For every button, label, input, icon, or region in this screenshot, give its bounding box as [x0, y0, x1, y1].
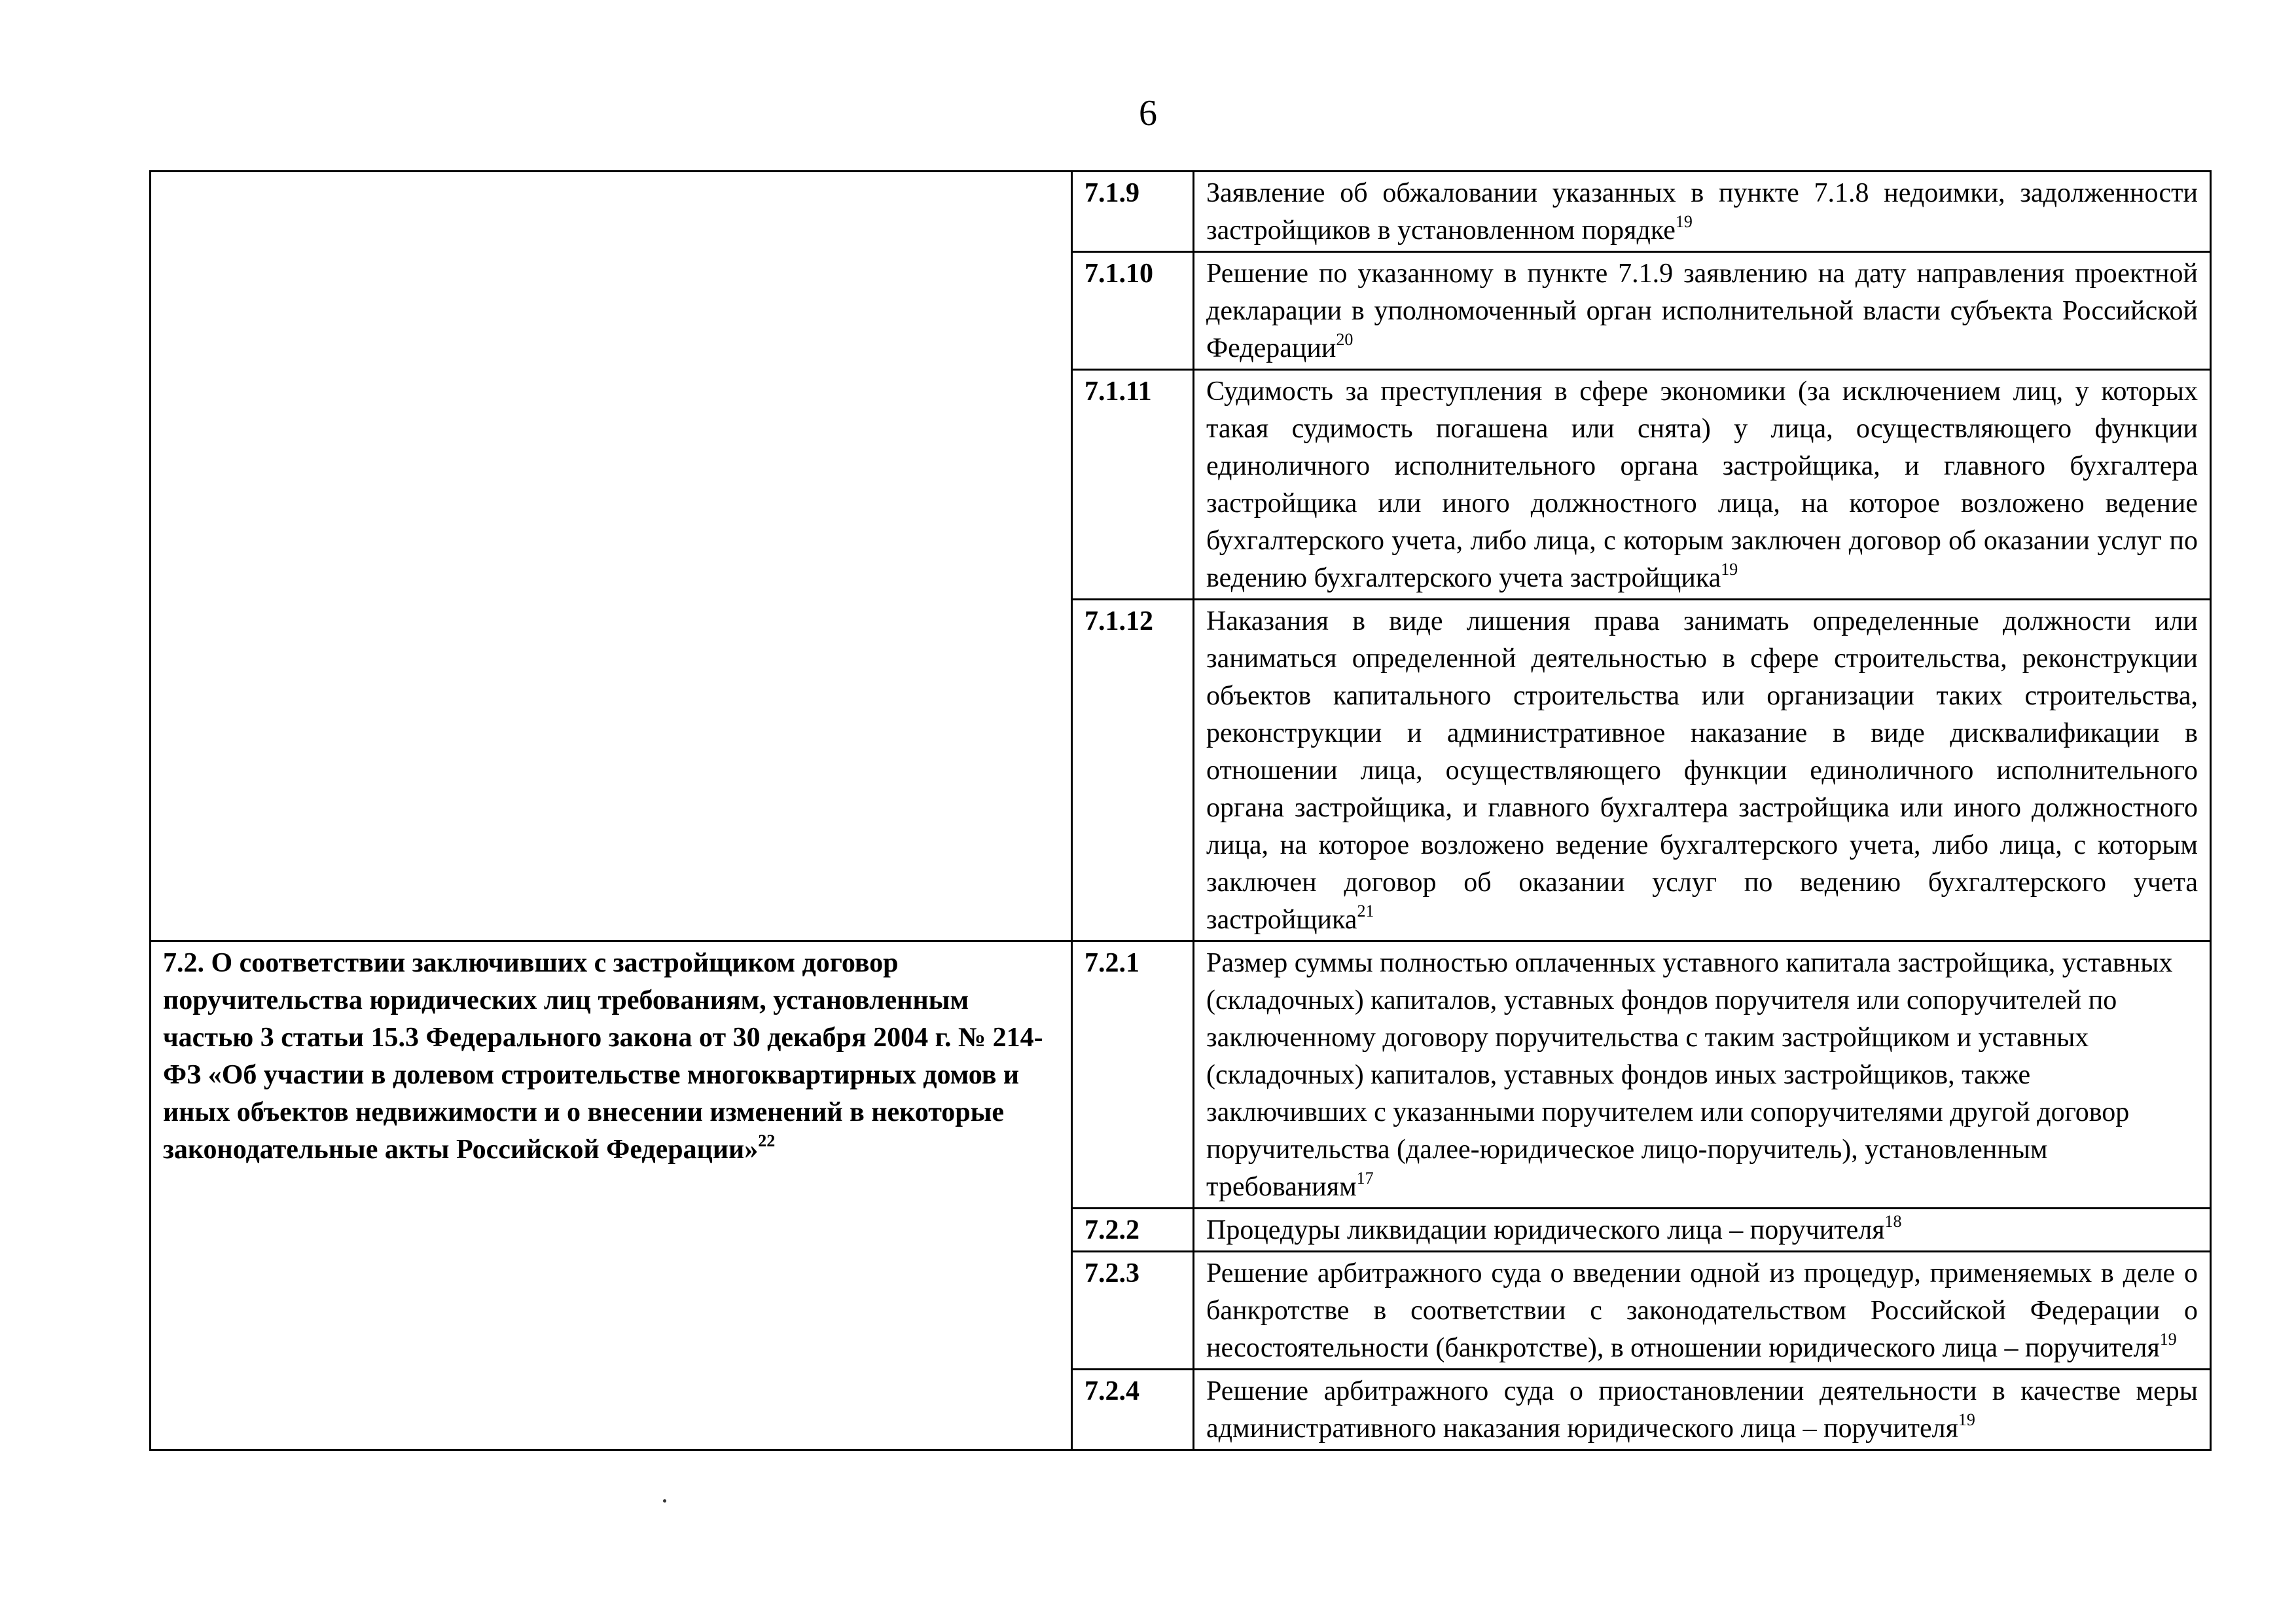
footnote-ref: 19: [1675, 212, 1693, 231]
footnote-ref: 17: [1356, 1169, 1374, 1188]
row-number: 7.1.10: [1072, 252, 1194, 370]
row-number: 7.1.9: [1072, 172, 1194, 252]
row-text: Наказания в виде лишения права занимать определенные должности или заниматься определенной деятельностью в сфере строительства, реконструкции объектов капитального строительства или организации таких строительства, реконструкции и административное наказание в виде дисквалификации в отношении лица, осуществляющего функции единоличного исполнительного органа застройщика, и главного бухгалтера застройщика или иного должностного лица, на которое возложено ведение бухгалтерского учета, либо лица, с которым заключен договор об оказании услуг по ведению бухгалтерского учета застройщика$^{21}$: [1194, 600, 2211, 941]
table-row: [151, 941, 2211, 1209]
footnote-ref: 20: [1336, 330, 1354, 349]
section-7-2-heading: 7.2. О соответствии заключивших с застройщиком договор поручительства юридических лиц требованиям, установленным частью 3 статьи 15.3 Федерального закона от 30 декабря 2004 г. № 214-ФЗ «Об участии в долевом строительстве многоквартирных домов и иных объектов недвижимости и о внесении изменений в некоторые законодательные акты Российской Федерации»$^{22}$: [151, 941, 1072, 1450]
row-text: Размер суммы полностью оплаченных уставного капитала застройщика, уставных (складочных) капиталов, уставных фондов поручителя или сопоручителей по заключенному договору поручительства с таким застройщиком и уставных (складочных) капиталов, уставных фондов иных застройщиков, также заключивших с указанными поручителем или сопоручителями другой договор поручительства (далее-юридическое лицо-поручитель), установленным требованиям$^{17}$: [1194, 941, 2211, 1209]
row-number: 7.2.2: [1072, 1209, 1194, 1252]
row-text: Решение по указанному в пункте 7.1.9 заявлению на дату направления проектной декларации в уполномоченный орган исполнительной власти субъекта Российской Федерации$^{20}$: [1194, 252, 2211, 370]
row-text: Заявление об обжаловании указанных в пункте 7.1.8 недоимки, задолженности застройщиков в установленном порядке$^{19}$: [1194, 172, 2211, 252]
table-row: [151, 172, 2211, 252]
row-text: Решение арбитражного суда о введении одной из процедур, применяемых в деле о банкротстве в соответствии с законодательством Российской Федерации о несостоятельности (банкротстве), в отношении юридического лица – поручителя$^{19}$: [1194, 1252, 2211, 1370]
scan-speck: [663, 1499, 666, 1503]
row-number: 7.1.12: [1072, 600, 1194, 941]
page-number: 6: [1139, 93, 1157, 134]
row-number: 7.1.11: [1072, 370, 1194, 600]
row-number: 7.2.3: [1072, 1252, 1194, 1370]
footnote-ref: 18: [1884, 1212, 1902, 1231]
footnote-ref: 21: [1357, 902, 1374, 921]
row-number: 7.2.4: [1072, 1370, 1194, 1450]
row-text: Процедуры ликвидации юридического лица – поручителя$^{18}$: [1194, 1209, 2211, 1252]
row-text: Судимость за преступления в сфере экономики (за исключением лиц, у которых такая судимость погашена или снята) у лица, осуществляющего функции единоличного исполнительного органа застройщика, и главного бухгалтера застройщика или иного должностного лица, на которое возложено ведение бухгалтерского учета, либо лица, с которым заключен договор об оказании услуг по ведению бухгалтерского учета застройщика$^{19}$: [1194, 370, 2211, 600]
footnote-ref: 22: [758, 1131, 776, 1150]
footnote-ref: 19: [2159, 1330, 2177, 1349]
row-number: 7.2.1: [1072, 941, 1194, 1209]
footnote-ref: 19: [1958, 1410, 1975, 1429]
section-7-1-continuation-cell: [151, 172, 1072, 941]
row-text: Решение арбитражного суда о приостановлении деятельности в качестве меры административного наказания юридического лица – поручителя$^{19}$: [1194, 1370, 2211, 1450]
footnote-ref: 19: [1721, 560, 1738, 579]
requirements-table: [149, 170, 2212, 1451]
